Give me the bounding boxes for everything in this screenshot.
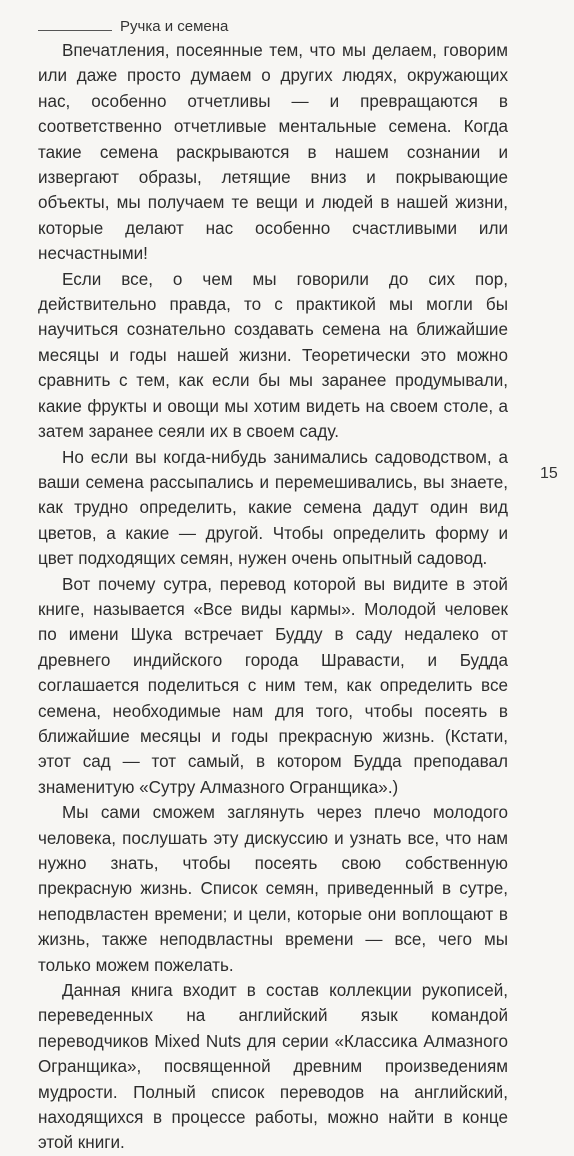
paragraph: Данная книга входит в состав коллекции рукописей, переведенных на английский язык командой переводчиков Mixed Nuts для серии «Классика Алмазного Огранщика», посвященной древним произведениям мудрости. Полный список переводов на английский, находящихся в процессе работы, можно найти в конце этой книги.: [38, 981, 508, 1153]
page-number: 15: [540, 465, 558, 482]
header-title: Ручка и семена: [120, 18, 229, 35]
paragraph: Вот почему сутра, перевод которой вы видите в этой книге, называется «Все виды кармы». Молодой человек по имени Шука встречает Будду в саду недалеко от древнего индийского города Шравасти, и Будда соглашается поделиться с ним тем, как определить все семена, необходимые нам для того, чтобы посеять в ближайшие месяцы и годы прекрасную жизнь. (Кстати, этот сад — тот самый, в котором Будда преподавал знаменитую «Сутру Алмазного Огранщика».): [38, 574, 508, 797]
header-rule: [38, 30, 112, 31]
paragraph: Мы сами сможем заглянуть через плечо молодого человека, послушать эту дискуссию и узнать все, что нам нужно знать, чтобы посеять свою собственную прекрасную жизнь. Список семян, приведенный в сутре, неподвластен времени; и цели, которые они воплощают в жизнь, также неподвластны времени — все, чего мы только можем пожелать.: [38, 803, 508, 975]
running-header: [38, 18, 228, 35]
paragraph: Впечатления, посеянные тем, что мы делаем, говорим или даже просто думаем о других людях, окружающих нас, особенно отчетливы — и превращаются в соответственно отчетливые ментальные семена. Когда такие семена раскрываются в нашем сознании и извергают образы, летящие вниз и покрывающие объекты, мы получаем те вещи и людей в нашей жизни, которые делают нас особенно счастливыми или несчастными!: [38, 41, 508, 264]
paragraph: Но если вы когда-нибудь занимались садоводством, а ваши семена рассыпались и перемешивались, вы знаете, как трудно определить, какие семена дадут один вид цветов, а какие — другой. Чтобы определить форму и цвет подходящих семян, нужен очень опытный садовод.: [38, 447, 508, 569]
paragraph: Если все, о чем мы говорили до сих пор, действительно правда, то с практикой мы могли бы научиться сознательно создавать семена на ближайшие месяцы и годы нашей жизни. Теоретически это можно сравнить с тем, как если бы мы заранее продумывали, какие фрукты и овощи мы хотим видеть на своем столе, а затем заранее сеяли их в своем саду.: [38, 269, 508, 442]
body-text: [38, 38, 508, 1156]
